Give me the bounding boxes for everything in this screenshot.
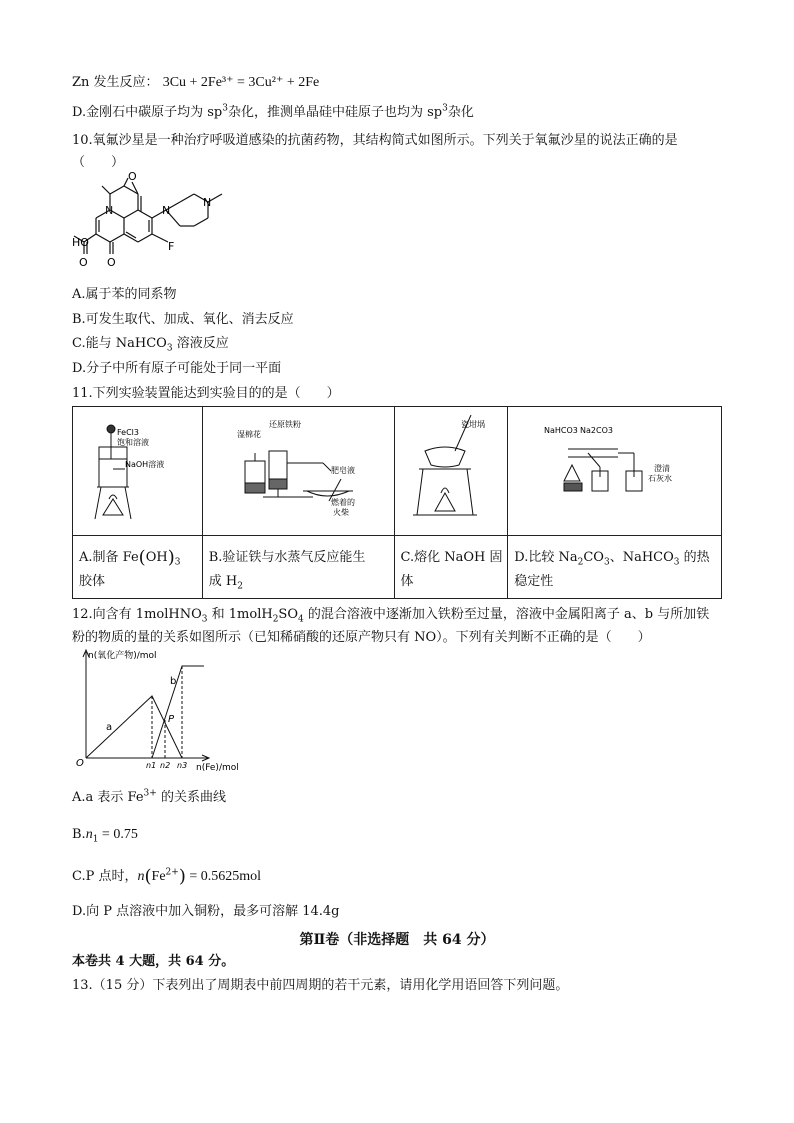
cap-c-part2: 体 — [400, 574, 414, 589]
fig-a-label-fecl3: FeCl3 — [117, 428, 139, 437]
graph-label-a: a — [106, 722, 113, 733]
q9-d-part1: D.金刚石中碳原子均为 sp — [72, 105, 223, 120]
apparatus-a-figure — [73, 407, 201, 531]
q9-option-d — [72, 104, 474, 122]
q11-fig-d-cell — [508, 407, 722, 536]
atom-ho: HO — [72, 236, 89, 249]
q12-option-c: C.P 点时，$n(Fe^{2+}) = 0.5625mol$ — [72, 866, 262, 887]
atom-f: F — [168, 240, 175, 253]
q11-fig-b-cell — [202, 407, 394, 536]
cap-d-part4: 的热 — [679, 550, 710, 565]
cap-a-part2: 胶体 — [79, 574, 106, 589]
atom-o-carboxyl: O — [79, 256, 88, 269]
fig-d-label-clear: 澄清 — [654, 464, 671, 473]
q12-b-prefix: B. — [72, 827, 86, 842]
q12-stem-sub1: 3 — [201, 614, 208, 625]
q9-d-part2: 杂化，推测单晶硅中硅原子也均为 sp — [227, 105, 443, 120]
apparatus-b-figure — [203, 407, 393, 531]
q12-stem-p4: 的混合溶液中逐渐加入铁粉至过量，溶液中金属阳离子 a、b 与所加铁 — [303, 607, 710, 622]
ofloxacin-structure — [72, 168, 272, 280]
cap-b-part2: 成 H — [208, 574, 238, 589]
q11-stem: 11.下列实验装置能达到实验目的的是（ ） — [72, 386, 340, 401]
atom-n-piperazine-1: N — [162, 204, 171, 217]
q12-b-value: = 0.75 — [98, 827, 138, 842]
q11-fig-c-cell — [394, 407, 508, 536]
q9-c-equation: 3Cu + 2Fe³⁺ = 3Cu²⁺ + 2Fe — [162, 75, 320, 90]
fig-c-label-crucible: 瓷坩埚 — [460, 420, 485, 429]
q11-caption-c — [394, 536, 508, 599]
q9-c-prefix: Zn 发生反应： — [72, 75, 159, 90]
q12-c-fe: Fe — [151, 869, 166, 884]
q12-stem-line2: 粉的物质的量的关系如图所示（已知稀硝酸的还原产物只有 NO）。下列有关判断不正确的是（ ） — [72, 630, 651, 645]
q12-b-sub: 1 — [92, 834, 99, 845]
graph-origin: O — [76, 758, 84, 769]
q12-option-b — [72, 826, 138, 844]
atom-n-ring: N — [105, 204, 114, 217]
q11-fig-a-cell — [73, 407, 203, 536]
q12-a-sup: 3+ — [143, 788, 157, 799]
cap-a-oh: OH — [145, 550, 168, 565]
cap-d-part1: D.比较 Na — [514, 550, 578, 565]
graph-n2: n2 — [160, 761, 171, 770]
cap-d-part5: 稳定性 — [514, 574, 554, 589]
q10-option-c — [72, 335, 229, 353]
cap-d-part2: CO — [583, 550, 604, 565]
q12-c-sup: 2+ — [165, 867, 179, 878]
graph-xlabel: n(Fe)/mol — [196, 763, 239, 773]
fig-a-label-saturated: 饱和溶液 — [117, 438, 149, 447]
atom-o-ring: O — [128, 170, 137, 183]
q9-option-c-tail — [72, 74, 319, 92]
q12-stem-line1 — [72, 606, 709, 624]
cap-d-sub3: 3 — [673, 557, 680, 568]
fig-b-label-soap: 肥皂液 — [330, 466, 355, 475]
fig-b-label-iron: 还原铁粉 — [268, 420, 301, 429]
fig-d-label-limewater: 石灰水 — [648, 474, 673, 483]
q12-c-n: n — [137, 869, 145, 884]
section-2-intro: 本卷共 4 大题，共 64 分。 — [72, 954, 235, 969]
fig-a-label-naoh: NaOH溶液 — [125, 460, 165, 469]
atom-o-ketone: O — [107, 256, 116, 269]
q10-option-b: B.可发生取代、加成、氧化、消去反应 — [72, 312, 294, 327]
q12-c-value: = 0.5625mol — [185, 869, 262, 884]
cap-b-part1: B.验证铁与水蒸气反应能生 — [208, 550, 366, 565]
q12-stem-p1: 12.向含有 1molHNO — [72, 607, 202, 622]
q12-c-prefix: C.P 点时， — [72, 869, 138, 884]
q10-c-sub: 3 — [166, 343, 173, 354]
q12-stem-sub2: 2 — [272, 614, 279, 625]
graph-n3: n3 — [177, 761, 188, 770]
q12-option-d: D.向 P 点溶液中加入铜粉，最多可溶解 14.4g — [72, 904, 340, 919]
q9-d-sup1: 3 — [222, 103, 228, 114]
q12-a-part1: A.a 表示 Fe — [72, 790, 144, 805]
q9-d-part3: 杂化 — [447, 105, 474, 120]
cap-d-sub2: 3 — [603, 557, 610, 568]
q12-option-a — [72, 789, 226, 807]
q12-a-part2: 的关系曲线 — [156, 790, 226, 805]
q11-caption-b — [202, 536, 394, 599]
apparatus-d-figure — [508, 407, 720, 531]
cap-d-sub1: 2 — [577, 557, 584, 568]
q10-option-a: A.属于苯的同系物 — [72, 287, 177, 302]
q10-c-part2: 溶液反应 — [172, 336, 229, 351]
section-2-title: 第Ⅱ卷（非选择题 共 64 分） — [299, 932, 495, 948]
graph-label-p: P — [168, 714, 175, 725]
graph-curve-a — [86, 696, 182, 758]
q12-graph — [72, 646, 252, 774]
q11-apparatus-table — [72, 406, 722, 599]
q10-stem: 10.氧氟沙星是一种治疗呼吸道感染的抗菌药物，其结构简式如图所示。下列关于氧氟沙星的说法正确的是 — [72, 133, 678, 148]
fig-d-label-na2co3: Na2CO3 — [580, 426, 614, 435]
q12-b-n: n — [85, 827, 93, 842]
graph-ylabel: n(氧化产物)/mol — [88, 651, 157, 661]
q12-stem-p3: SO — [278, 607, 298, 622]
fig-b-label-match: 火柴 — [332, 508, 349, 517]
q13-stem: 13.（15 分）下表列出了周期表中前四周期的若干元素，请用化学用语回答下列问题。 — [72, 978, 569, 993]
cap-c-part1: C.熔化 NaOH 固 — [400, 550, 503, 565]
fig-b-label-burning: 燃着的 — [330, 498, 355, 507]
graph-label-b: b — [170, 676, 177, 687]
cap-a-sub: 3 — [174, 557, 181, 568]
cap-b-sub: 2 — [237, 581, 243, 592]
q12-stem-sub3: 4 — [298, 614, 304, 625]
q11-caption-a: A.制备 $Fe(OH)_3$ 胶体 — [73, 536, 203, 599]
fig-b-label-cotton: 湿棉花 — [236, 430, 261, 439]
q10-option-d: D.分子中所有原子可能处于同一平面 — [72, 361, 282, 376]
q9-d-sup2: 3 — [442, 103, 448, 114]
q10-paren: （ ） — [72, 155, 125, 170]
atom-n-piperazine-2: N — [203, 196, 212, 209]
apparatus-c-figure — [395, 407, 507, 531]
graph-n1: n1 — [146, 761, 157, 770]
cap-d-part3: 、NaHCO — [609, 550, 674, 565]
fig-d-label-nahco3: NaHCO3 — [544, 426, 579, 435]
q12-stem-p2: 和 1molH — [207, 607, 273, 622]
q10-c-part1: C.能与 NaHCO — [72, 336, 167, 351]
cap-a-part1: A.制备 Fe — [79, 550, 139, 565]
q11-caption-d — [508, 536, 722, 599]
